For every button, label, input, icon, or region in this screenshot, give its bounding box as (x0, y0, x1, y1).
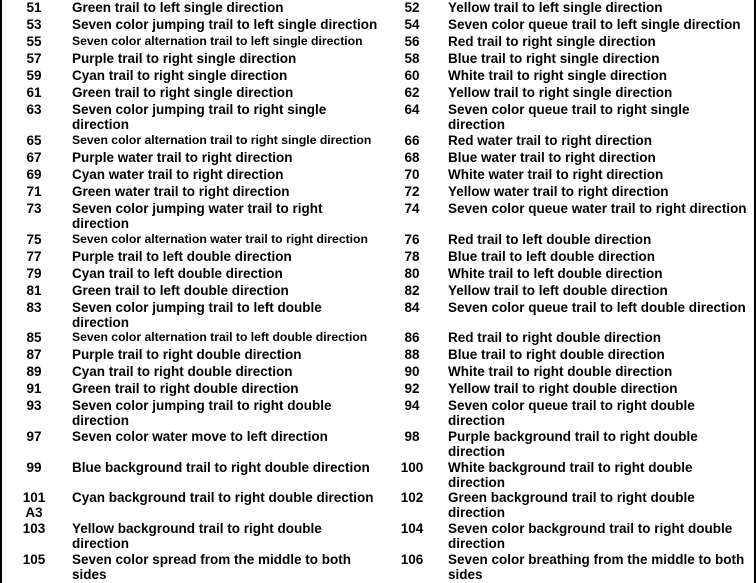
row-description-left: Green trail to right single direction (72, 85, 294, 100)
row-number-right: 66 (404, 133, 420, 148)
row-number-left: 89 (26, 364, 42, 379)
row-description-right: Seven color queue water trail to right direction (448, 201, 747, 216)
row-number-right: 80 (404, 266, 420, 281)
row-number-left: 61 (26, 85, 42, 100)
row-description-right: Purple background trail to right double direction (448, 429, 698, 459)
row-number-right: 92 (404, 381, 420, 396)
row-number-right: 100 (400, 460, 424, 475)
row-number-left: 51 (26, 0, 42, 15)
row-number-right: 56 (404, 34, 420, 49)
row-number-right: 104 (400, 521, 424, 536)
row-number-left: 91 (26, 381, 42, 396)
row-description-left: Cyan background trail to right double direction (72, 490, 374, 505)
row-description-left: Seven color water move to left direction (72, 429, 328, 444)
row-number-left: 85 (26, 330, 42, 345)
row-description-right: Seven color queue trail to left single direction (448, 17, 741, 32)
row-number-left: 75 (26, 232, 42, 247)
row-number-left: 81 (26, 283, 42, 298)
row-description-right: Red trail to right single direction (448, 34, 656, 49)
row-description-right: Seven color queue trail to left double direction (448, 300, 746, 315)
row-description-right: Yellow trail to left single direction (448, 0, 663, 15)
row-number-left: 97 (26, 429, 42, 444)
row-number-left: 63 (26, 102, 42, 117)
row-number-right: 102 (400, 490, 424, 505)
row-description-left: Cyan trail to right double direction (72, 364, 293, 379)
row-description-left: Purple trail to left double direction (72, 249, 292, 264)
row-description-right: Yellow trail to right single direction (448, 85, 673, 100)
row-description-right: White trail to left double direction (448, 266, 663, 281)
row-number-right: 58 (404, 51, 420, 66)
row-number-right: 62 (404, 85, 420, 100)
row-number-left: 53 (26, 17, 42, 32)
row-description-right: White trail to right single direction (448, 68, 668, 83)
row-number-left: 57 (26, 51, 42, 66)
row-number-left: 59 (26, 68, 42, 83)
row-number-left: 93 (26, 398, 42, 413)
row-description-right: Yellow trail to left double direction (448, 283, 668, 298)
row-number-right: 82 (404, 283, 420, 298)
row-number-left: 55 (26, 34, 42, 49)
row-description-left: Seven color alternation trail to left double direction (72, 330, 368, 344)
row-description-left: Seven color alternation water trail to right direction (72, 232, 368, 246)
row-description-right: Blue trail to right double direction (448, 347, 665, 362)
row-number-left: 103 (22, 521, 46, 536)
row-number-right: 74 (404, 201, 420, 216)
row-number-left: 73 (26, 201, 42, 216)
row-description-right: White trail to right double direction (448, 364, 673, 379)
row-number-right: 88 (404, 347, 420, 362)
row-description-left: Green trail to right double direction (72, 381, 299, 396)
row-description-left: Seven color jumping trail to right double direction (72, 398, 332, 428)
row-description-left: Seven color jumping trail to left single direction (72, 17, 378, 32)
row-description-right: Blue trail to left double direction (448, 249, 656, 264)
row-description-left: Purple trail to right single direction (72, 51, 297, 66)
row-number-right: 84 (404, 300, 420, 315)
row-description-right: Seven color queue trail to right single direction (448, 102, 690, 132)
row-number-left: 79 (26, 266, 42, 281)
row-description-right: White background trail to right double direction (448, 460, 693, 490)
row-description-left: Cyan trail to right single direction (72, 68, 288, 83)
row-number-right: 78 (404, 249, 420, 264)
row-number-right: 94 (404, 398, 420, 413)
row-description-left: Yellow background trail to right double direction (72, 521, 322, 551)
row-description-left: Seven color alternation trail to right single direction (72, 133, 372, 147)
row-description-left: Cyan trail to left double direction (72, 266, 283, 281)
row-description-right: Seven color breathing from the middle to both sides (448, 552, 745, 582)
row-description-right: Yellow trail to right double direction (448, 381, 678, 396)
row-number-right: 90 (404, 364, 420, 379)
row-number-left: 87 (26, 347, 42, 362)
row-number-right: 68 (404, 150, 420, 165)
row-description-right: Red water trail to right direction (448, 133, 653, 148)
row-number-left: 83 (26, 300, 42, 315)
row-description-right: Yellow water trail to right direction (448, 184, 669, 199)
row-number-right: 72 (404, 184, 420, 199)
row-number-left: 67 (26, 150, 42, 165)
row-number-left: 77 (26, 249, 42, 264)
row-number-right: 106 (400, 552, 424, 567)
row-description-left: Purple water trail to right direction (72, 150, 293, 165)
row-description-right: Blue trail to right single direction (448, 51, 660, 66)
row-subnote-left: A3 (25, 505, 43, 520)
row-number-right: 64 (404, 102, 420, 117)
row-number-left: 65 (26, 133, 42, 148)
row-description-right: Red trail to left double direction (448, 232, 652, 247)
row-description-right: Seven color background trail to right double direction (448, 521, 733, 551)
row-number-right: 76 (404, 232, 420, 247)
row-description-right: Green background trail to right double direction (448, 490, 695, 520)
row-description-left: Green trail to left double direction (72, 283, 289, 298)
row-description-right: Seven color queue trail to right double direction (448, 398, 695, 428)
row-description-right: White water trail to right direction (448, 167, 664, 182)
row-description-left: Green trail to left single direction (72, 0, 284, 15)
row-number-left: 71 (26, 184, 42, 199)
row-number-right: 52 (404, 0, 420, 15)
row-number-right: 98 (404, 429, 420, 444)
row-number-left: 105 (22, 552, 46, 567)
row-description-left: Seven color jumping water trail to right direction (72, 201, 323, 231)
row-number-left: 101 (22, 490, 46, 505)
row-number-right: 70 (404, 167, 420, 182)
row-description-left: Seven color jumping trail to right single direction (72, 102, 327, 132)
row-description-left: Blue background trail to right double direction (72, 460, 370, 475)
row-description-right: Blue water trail to right direction (448, 150, 656, 165)
row-description-left: Seven color jumping trail to left double direction (72, 300, 322, 330)
row-description-right: Red trail to right double direction (448, 330, 662, 345)
row-description-left: Seven color alternation trail to left single direction (72, 34, 363, 48)
row-number-right: 86 (404, 330, 420, 345)
row-number-left: 99 (26, 460, 42, 475)
table-left-border (0, 0, 2, 583)
row-description-left: Purple trail to right double direction (72, 347, 302, 362)
row-number-right: 60 (404, 68, 420, 83)
row-description-left: Cyan water trail to right direction (72, 167, 284, 182)
row-number-left: 69 (26, 167, 42, 182)
row-description-left: Green water trail to right direction (72, 184, 290, 199)
row-number-right: 54 (404, 17, 420, 32)
row-description-left: Seven color spread from the middle to both sides (72, 552, 352, 582)
